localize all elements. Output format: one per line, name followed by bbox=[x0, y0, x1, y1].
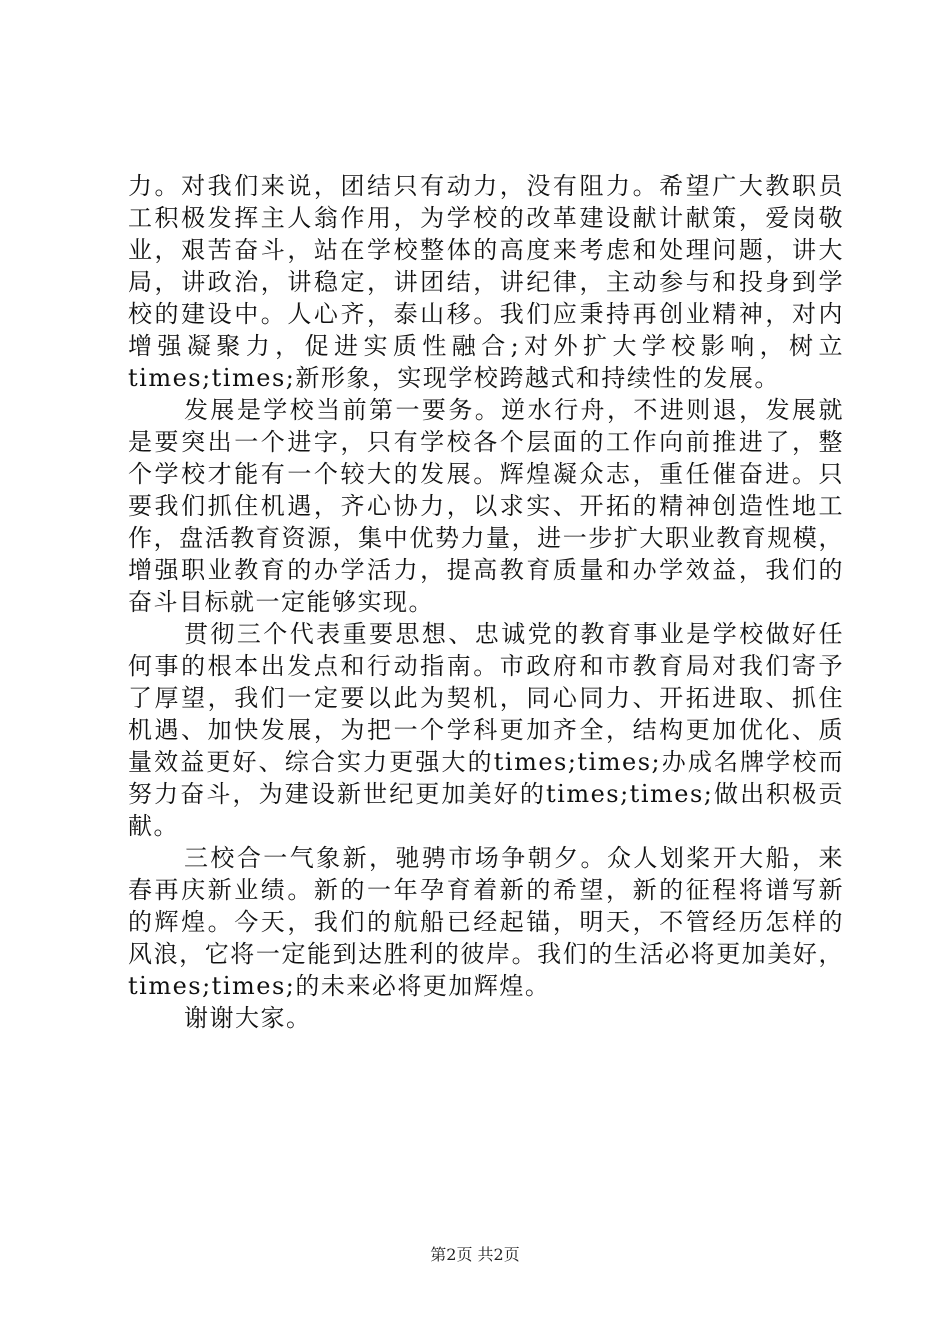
document-body bbox=[128, 170, 844, 1034]
text-line: 是要突出一个进字，只有学校各个层面的工作向前推进了，整 bbox=[128, 428, 844, 456]
text-line: 的辉煌。今天，我们的航船已经起锚，明天，不管经历怎样的 bbox=[128, 908, 844, 936]
text-line: 奋斗目标就一定能够实现。 bbox=[128, 588, 434, 616]
text-line: 要我们抓住机遇，齐心协力，以求实、开拓的精神创造性地工 bbox=[128, 492, 844, 520]
paragraph-first-line: 发展是学校当前第一要务。逆水行舟，不进则退，发展就 bbox=[184, 396, 844, 424]
closing-line: 谢谢大家。 bbox=[184, 1004, 312, 1032]
text-line: 增强职业教育的办学活力，提高教育质量和办学效益，我们的 bbox=[128, 556, 844, 584]
paragraph-first-line: 三校合一气象新，驰骋市场争朝夕。众人划桨开大船，来 bbox=[184, 844, 844, 872]
text-line: 献。 bbox=[128, 812, 179, 840]
text-line: 增强凝聚力，促进实质性融合;对外扩大学校影响，树立 bbox=[128, 332, 844, 360]
text-line: 个学校才能有一个较大的发展。辉煌凝众志，重任催奋进。只 bbox=[128, 460, 844, 488]
text-line: 校的建设中。人心齐，泰山移。我们应秉持再创业精神，对内 bbox=[128, 300, 844, 328]
text-line: 工积极发挥主人翁作用，为学校的改革建设献计献策，爱岗敬 bbox=[128, 204, 844, 232]
text-line: 机遇、加快发展，为把一个学科更加齐全，结构更加优化、质 bbox=[128, 716, 844, 744]
text-line: 努力奋斗，为建设新世纪更加美好的times;times;做出积极贡 bbox=[128, 780, 844, 808]
text-line: times;times;的未来必将更加辉煌。 bbox=[128, 972, 551, 1000]
text-line: 风浪，它将一定能到达胜利的彼岸。我们的生活必将更加美好， bbox=[128, 940, 844, 968]
text-line: 局，讲政治，讲稳定，讲团结，讲纪律，主动参与和投身到学 bbox=[128, 268, 844, 296]
text-line: 何事的根本出发点和行动指南。市政府和市教育局对我们寄予 bbox=[128, 652, 844, 680]
text-line: times;times;新形象，实现学校跨越式和持续性的发展。 bbox=[128, 364, 780, 392]
page-footer: 第2页 共2页 bbox=[430, 1245, 520, 1264]
text-line: 力。对我们来说，团结只有动力，没有阻力。希望广大教职员 bbox=[128, 172, 844, 200]
paragraph-first-line: 贯彻三个代表重要思想、忠诚党的教育事业是学校做好任 bbox=[184, 620, 844, 648]
text-line: 作，盘活教育资源，集中优势力量，进一步扩大职业教育规模， bbox=[128, 524, 844, 552]
text-line: 春再庆新业绩。新的一年孕育着新的希望，新的征程将谱写新 bbox=[128, 876, 844, 904]
text-line: 业，艰苦奋斗，站在学校整体的高度来考虑和处理问题，讲大 bbox=[128, 236, 844, 264]
text-line: 量效益更好、综合实力更强大的times;times;办成名牌学校而 bbox=[128, 748, 844, 776]
text-line: 了厚望，我们一定要以此为契机，同心同力、开拓进取、抓住 bbox=[128, 684, 844, 712]
